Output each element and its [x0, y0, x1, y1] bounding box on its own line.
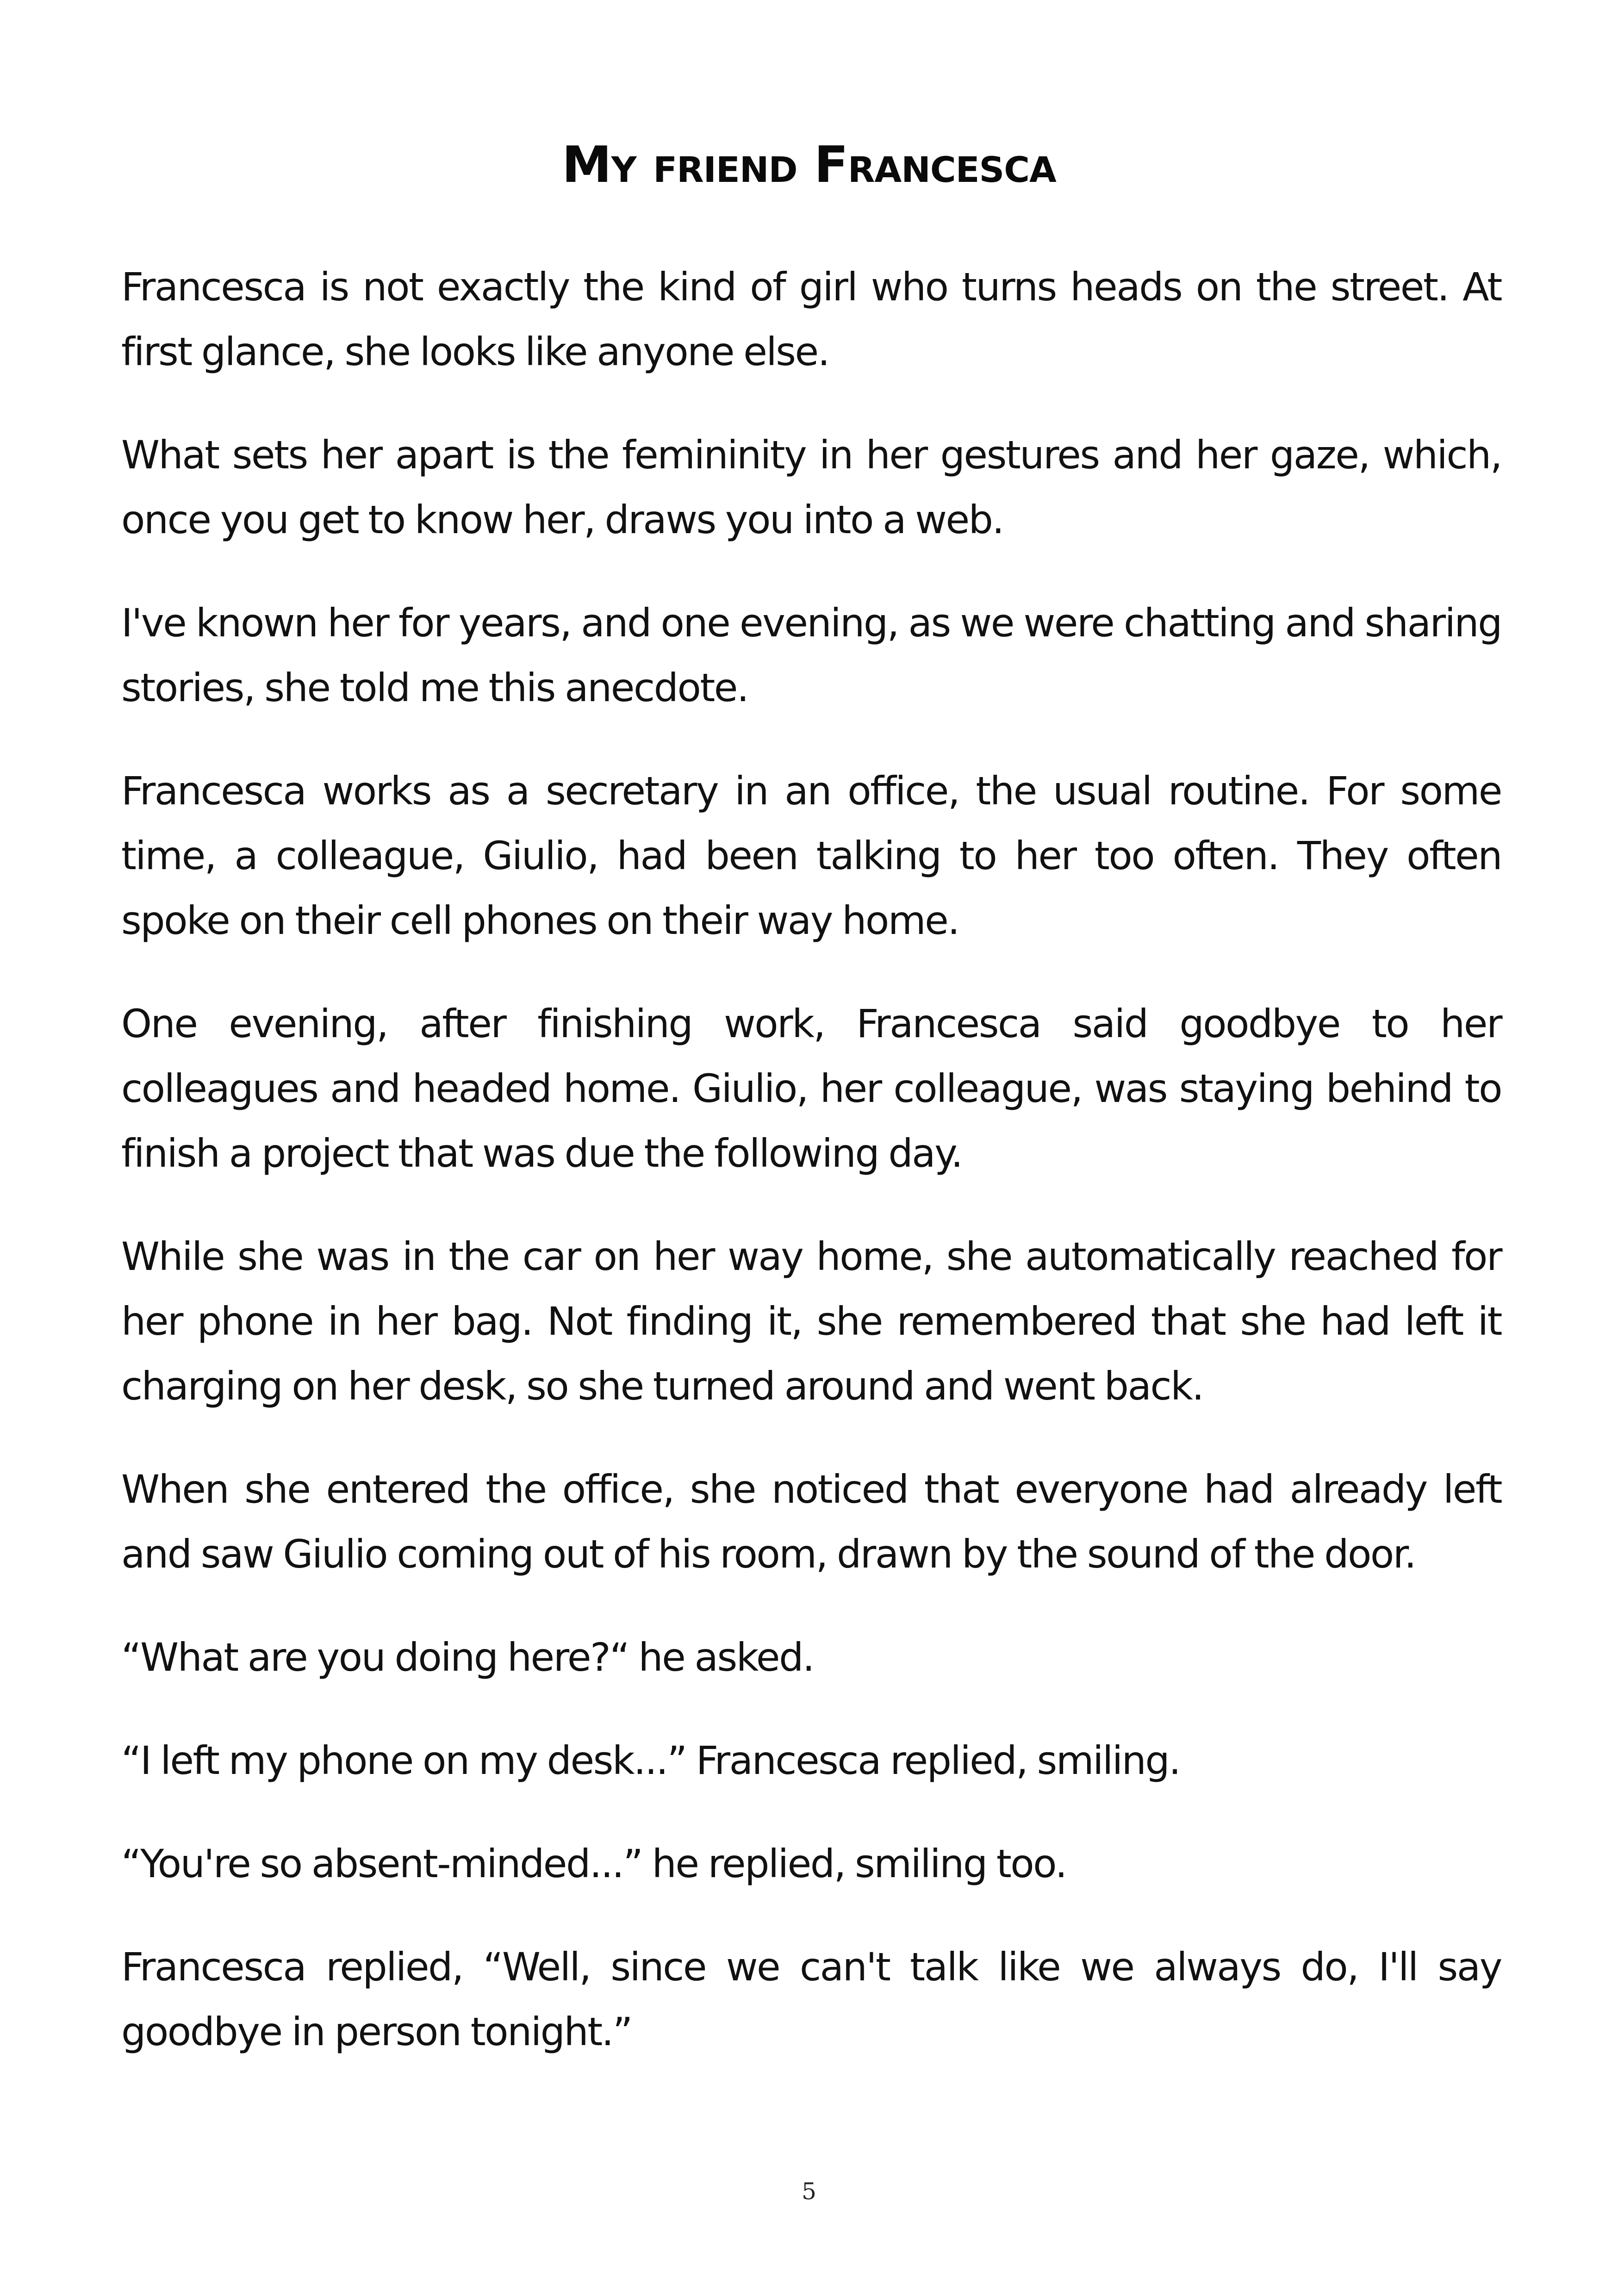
chapter-title: My friend Francesca: [562, 136, 1056, 194]
paragraph: While she was in the car on her way home, she automatically reached for her phone in her bag. Not finding it, she remembered that she had left it charging on her desk, so she turned around and went back.: [121, 1234, 1501, 1409]
paragraph: One evening, after finishing work, Francesca said goodbye to her colleagues and headed home. Giulio, her colleague, was staying behind to finish a project that was due the following day.: [121, 1001, 1501, 1176]
page-number: 5: [802, 2178, 816, 2205]
dialogue-line: “You're so absent-minded...” he replied, smiling too.: [121, 1841, 1066, 1886]
paragraph: Francesca works as a secretary in an office, the usual routine. For some time, a colleague, Giulio, had been talking to her too often. They often spoke on their cell phones on their way home.: [121, 768, 1501, 943]
body-text: [121, 255, 1501, 2103]
paragraph: When she entered the office, she noticed that everyone had already left and saw Giulio coming out of his room, drawn by the sound of the door.: [121, 1467, 1501, 1577]
dialogue-line: “What are you doing here?“ he asked.: [121, 1635, 814, 1680]
paragraph: Francesca replied, “Well, since we can't talk like we always do, I'll say goodbye in person tonight.”: [121, 1944, 1501, 2054]
paragraph: What sets her apart is the femininity in her gestures and her gaze, which, once you get to know her, draws you into a web.: [121, 432, 1501, 542]
dialogue-line: “I left my phone on my desk...” Francesca replied, smiling.: [121, 1738, 1180, 1783]
paragraph: I've known her for years, and one evening, as we were chatting and sharing stories, she told me this anecdote.: [121, 600, 1501, 710]
paragraph: Francesca is not exactly the kind of girl who turns heads on the street. At first glance, she looks like anyone else.: [121, 264, 1501, 374]
